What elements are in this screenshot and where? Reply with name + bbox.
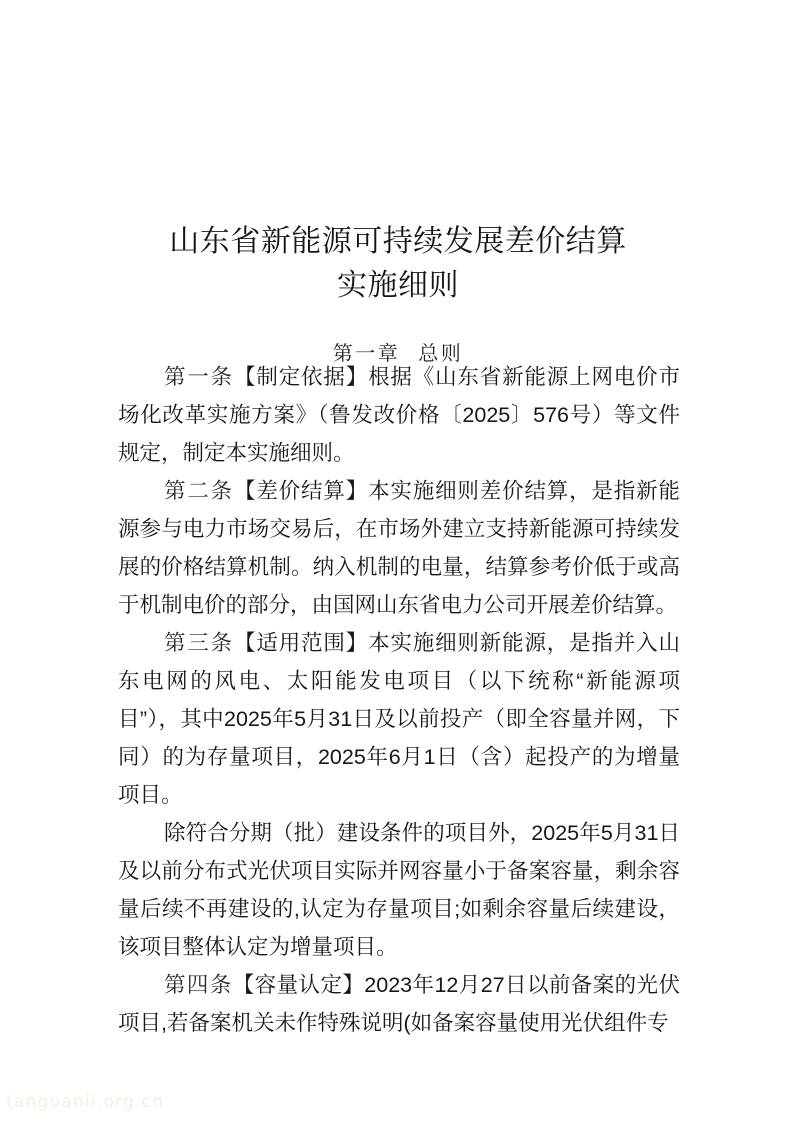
article-paragraph-5	[118, 966, 680, 1042]
document-title-line-2: 实施细则	[337, 269, 459, 303]
article-text-3: 本实施细则新能源，是指并入山东电网的风电、太阳能发电项目（以下统称“新能源项目”），其中2025年5月31日及以前投产（即全容量并网，下同）的为存量项目，2025年6月1日（含）起投产的为增量项目。	[118, 631, 680, 807]
article-marker-3: 第三条	[164, 631, 235, 655]
document-body	[118, 358, 680, 1042]
document-title-line-1: 山东省新能源可持续发展差价结算	[169, 225, 627, 259]
article-text-4: 除符合分期（批）建设条件的项目外，2025年5月31日及以前分布式光伏项目实际并网容量小于备案容量，剩余容量后续不再建设的,认定为存量项目;如剩余容量后续建设，该项目整体认定为增量项目。	[118, 821, 680, 959]
article-marker-2: 第二条	[164, 479, 235, 503]
article-heading-3: 【适用范围】	[234, 631, 369, 655]
article-paragraph-4	[118, 814, 680, 966]
article-marker-1: 第一条	[164, 365, 235, 389]
chapter-number: 第一章	[332, 342, 401, 365]
article-text-1: 根据《山东省新能源上网电价市场化改革实施方案》（鲁发改价格〔2025〕576号）等文件规定，制定本实施细则。	[118, 365, 680, 465]
article-paragraph-2	[118, 472, 680, 624]
article-text-5: 2023年12月27日以前备案的光伏项目,若备案机关未作特殊说明(如备案容量使用光伏组件专	[118, 973, 680, 1035]
article-paragraph-3	[118, 624, 680, 814]
site-watermark: tanguanli.org.cn	[6, 1092, 165, 1112]
article-heading-1: 【制定依据】	[234, 365, 369, 389]
article-text-2: 本实施细则差价结算，是指新能源参与电力市场交易后，在市场外建立支持新能源可持续发展的价格结算机制。纳入机制的电量，结算参考价低于或高于机制电价的部分，由国网山东省电力公司开展差价结算。	[118, 479, 680, 617]
article-marker-5: 第四条	[164, 973, 233, 997]
article-heading-5: 【容量认定】	[232, 973, 365, 997]
chapter-name: 总则	[418, 342, 464, 365]
article-heading-2: 【差价结算】	[234, 479, 369, 503]
document-title	[118, 220, 678, 308]
article-paragraph-1	[118, 358, 680, 472]
